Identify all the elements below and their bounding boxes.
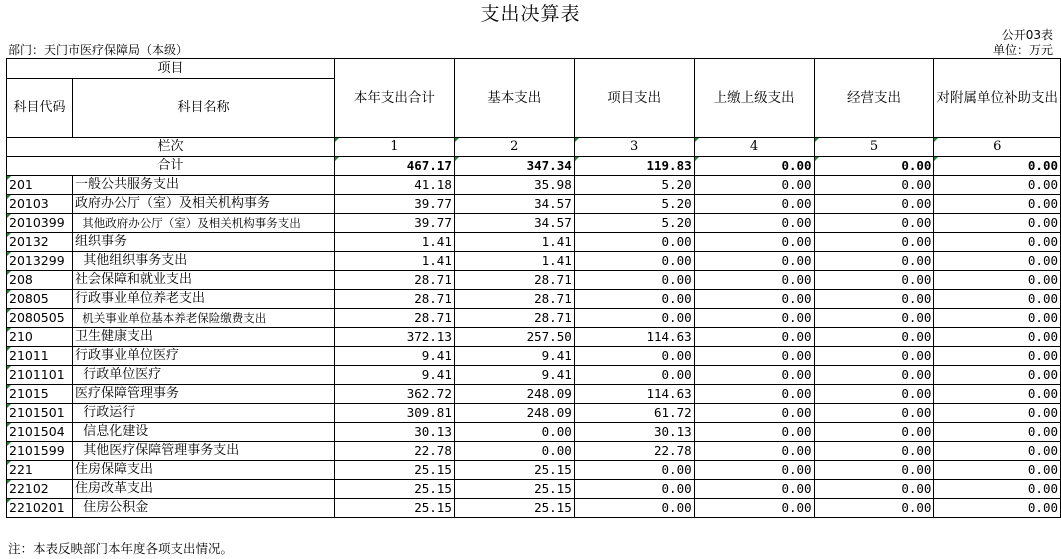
value-cell-col-1[interactable]: 1.41 [334,252,454,271]
value-cell-col-1[interactable]: 41.18 [334,176,454,195]
value-cell-col-3[interactable]: 0.00 [574,233,694,252]
value-cell-col-6[interactable]: 0.00 [934,423,1061,442]
value-cell-col-1[interactable]: 39.77 [334,214,454,233]
table-row [7,252,1061,271]
header-code[interactable]: 科目代码 [7,79,73,138]
subject-code-cell[interactable]: 2010399 [7,214,73,233]
value-cell-col-2[interactable]: 35.98 [454,176,574,195]
subject-code-cell[interactable]: 210 [7,328,73,347]
subject-name-cell[interactable]: 医疗保障管理事务 [72,385,334,404]
total-row [7,157,1061,176]
table-row [7,347,1061,366]
value-cell-col-4[interactable]: 0.00 [694,480,814,499]
value-cell-col-4[interactable]: 0.00 [694,423,814,442]
subject-name-cell[interactable]: 组织事务 [72,233,334,252]
subject-name-cell[interactable]: 信息化建设 [72,423,334,442]
subject-code-cell[interactable]: 2101101 [7,366,73,385]
table-row [7,309,1061,328]
value-cell-col-6[interactable]: 0.00 [934,347,1061,366]
column-index-1[interactable]: 1 [334,138,454,157]
value-cell-col-3[interactable]: 0.00 [574,366,694,385]
sheet-title: 支出决算表 [480,3,581,25]
value-cell-col-5[interactable]: 0.00 [814,176,934,195]
expenditure-table [6,58,1061,518]
value-cell-col-5[interactable]: 0.00 [814,423,934,442]
value-cell-col-4[interactable]: 0.00 [694,233,814,252]
subject-name-cell[interactable]: 社会保障和就业支出 [72,271,334,290]
table-row [7,442,1061,461]
value-cell-col-1[interactable]: 25.15 [334,499,454,518]
total-value-4[interactable]: 0.00 [694,157,814,176]
value-cell-col-6[interactable]: 0.00 [934,499,1061,518]
subject-code-cell[interactable]: 221 [7,461,73,480]
value-cell-col-3[interactable]: 5.20 [574,195,694,214]
value-cell-col-5[interactable]: 0.00 [814,214,934,233]
table-row [7,233,1061,252]
column-index-4[interactable]: 4 [694,138,814,157]
subject-code-cell[interactable]: 2101599 [7,442,73,461]
value-cell-col-4[interactable]: 0.00 [694,366,814,385]
subject-code-cell[interactable]: 208 [7,271,73,290]
value-cell-col-6[interactable]: 0.00 [934,309,1061,328]
value-cell-col-5[interactable]: 0.00 [814,271,934,290]
value-cell-col-2[interactable]: 28.71 [454,290,574,309]
header-col-2[interactable]: 基本支出 [454,59,574,138]
value-cell-col-3[interactable]: 114.63 [574,385,694,404]
value-cell-col-5[interactable]: 0.00 [814,366,934,385]
subject-name-cell[interactable]: 行政单位医疗 [72,366,334,385]
subject-name-cell[interactable]: 政府办公厅（室）及相关机构事务 [72,195,334,214]
value-cell-col-6[interactable]: 0.00 [934,480,1061,499]
value-cell-col-2[interactable]: 28.71 [454,309,574,328]
department-label: 部门：天门市医疗保障局（本级） [8,43,189,57]
value-cell-col-2[interactable]: 248.09 [454,385,574,404]
table-row [7,328,1061,347]
value-cell-col-4[interactable]: 0.00 [694,328,814,347]
value-cell-col-1[interactable]: 362.72 [334,385,454,404]
total-value-1[interactable]: 467.17 [334,157,454,176]
value-cell-col-5[interactable]: 0.00 [814,480,934,499]
value-cell-col-3[interactable]: 0.00 [574,461,694,480]
value-cell-col-5[interactable]: 0.00 [814,195,934,214]
value-cell-col-6[interactable]: 0.00 [934,233,1061,252]
value-cell-col-4[interactable]: 0.00 [694,195,814,214]
value-cell-col-2[interactable]: 0.00 [454,423,574,442]
table-row [7,366,1061,385]
value-cell-col-3[interactable]: 0.00 [574,290,694,309]
value-cell-col-6[interactable]: 0.00 [934,404,1061,423]
value-cell-col-6[interactable]: 0.00 [934,271,1061,290]
value-cell-col-1[interactable]: 28.71 [334,309,454,328]
header-row-item [7,59,1061,79]
unit-label: 单位：万元 [992,43,1053,57]
value-cell-col-5[interactable]: 0.00 [814,347,934,366]
subject-code-cell[interactable]: 2013299 [7,252,73,271]
value-cell-col-5[interactable]: 0.00 [814,328,934,347]
subject-code-cell[interactable]: 21015 [7,385,73,404]
subject-code-cell[interactable]: 2101501 [7,404,73,423]
value-cell-col-5[interactable]: 0.00 [814,461,934,480]
total-value-5[interactable]: 0.00 [814,157,934,176]
header-item[interactable]: 项目 [7,59,335,79]
value-cell-col-4[interactable]: 0.00 [694,404,814,423]
value-cell-col-3[interactable]: 0.00 [574,480,694,499]
column-index-row [7,138,1061,157]
value-cell-col-3[interactable]: 0.00 [574,271,694,290]
value-cell-col-3[interactable]: 0.00 [574,252,694,271]
column-row-label[interactable]: 栏次 [7,138,335,157]
total-value-6[interactable]: 0.00 [934,157,1061,176]
value-cell-col-4[interactable]: 0.00 [694,271,814,290]
value-cell-col-3[interactable]: 0.00 [574,499,694,518]
subject-code-cell[interactable]: 22102 [7,480,73,499]
value-cell-col-4[interactable]: 0.00 [694,290,814,309]
value-cell-col-6[interactable]: 0.00 [934,385,1061,404]
header-col-3[interactable]: 项目支出 [574,59,694,138]
subject-name-cell[interactable]: 行政运行 [72,404,334,423]
value-cell-col-4[interactable]: 0.00 [694,442,814,461]
value-cell-col-4[interactable]: 0.00 [694,309,814,328]
value-cell-col-4[interactable]: 0.00 [694,252,814,271]
value-cell-col-1[interactable]: 309.81 [334,404,454,423]
subject-name-cell[interactable]: 一般公共服务支出 [72,176,334,195]
subject-code-cell[interactable]: 2080505 [7,309,73,328]
value-cell-col-3[interactable]: 22.78 [574,442,694,461]
value-cell-col-2[interactable]: 28.71 [454,271,574,290]
value-cell-col-6[interactable]: 0.00 [934,366,1061,385]
value-cell-col-5[interactable]: 0.00 [814,233,934,252]
value-cell-col-5[interactable]: 0.00 [814,385,934,404]
table-row [7,176,1061,195]
subject-name-cell[interactable]: 住房改革支出 [72,480,334,499]
value-cell-col-2[interactable]: 1.41 [454,233,574,252]
value-cell-col-6[interactable]: 0.00 [934,328,1061,347]
subject-code-cell[interactable]: 201 [7,176,73,195]
value-cell-col-5[interactable]: 0.00 [814,252,934,271]
subject-name-cell[interactable]: 卫生健康支出 [72,328,334,347]
value-cell-col-1[interactable]: 372.13 [334,328,454,347]
subject-code-cell[interactable]: 2210201 [7,499,73,518]
column-index-6[interactable]: 6 [934,138,1061,157]
value-cell-col-2[interactable]: 257.50 [454,328,574,347]
value-cell-col-3[interactable]: 61.72 [574,404,694,423]
value-cell-col-5[interactable]: 0.00 [814,442,934,461]
value-cell-col-2[interactable]: 25.15 [454,461,574,480]
value-cell-col-4[interactable]: 0.00 [694,176,814,195]
value-cell-col-3[interactable]: 0.00 [574,347,694,366]
value-cell-col-1[interactable]: 28.71 [334,271,454,290]
value-cell-col-6[interactable]: 0.00 [934,252,1061,271]
value-cell-col-3[interactable]: 30.13 [574,423,694,442]
value-cell-col-5[interactable]: 0.00 [814,404,934,423]
total-value-3[interactable]: 119.83 [574,157,694,176]
column-index-3[interactable]: 3 [574,138,694,157]
value-cell-col-1[interactable]: 39.77 [334,195,454,214]
table-row [7,404,1061,423]
subject-code-cell[interactable]: 20103 [7,195,73,214]
value-cell-col-6[interactable]: 0.00 [934,290,1061,309]
value-cell-col-4[interactable]: 0.00 [694,385,814,404]
value-cell-col-5[interactable]: 0.00 [814,499,934,518]
value-cell-col-1[interactable]: 25.15 [334,461,454,480]
table-row [7,195,1061,214]
value-cell-col-2[interactable]: 248.09 [454,404,574,423]
header-col-4[interactable]: 上缴上级支出 [694,59,814,138]
total-label[interactable]: 合计 [7,157,335,176]
header-col-1[interactable]: 本年支出合计 [334,59,454,138]
value-cell-col-1[interactable]: 30.13 [334,423,454,442]
value-cell-col-2[interactable]: 34.57 [454,195,574,214]
value-cell-col-2[interactable]: 34.57 [454,214,574,233]
value-cell-col-2[interactable]: 9.41 [454,347,574,366]
value-cell-col-6[interactable]: 0.00 [934,176,1061,195]
column-index-2[interactable]: 2 [454,138,574,157]
table-row [7,385,1061,404]
value-cell-col-2[interactable]: 1.41 [454,252,574,271]
table-row [7,423,1061,442]
value-cell-col-4[interactable]: 0.00 [694,214,814,233]
value-cell-col-4[interactable]: 0.00 [694,347,814,366]
value-cell-col-4[interactable]: 0.00 [694,461,814,480]
value-cell-col-1[interactable]: 9.41 [334,347,454,366]
value-cell-col-3[interactable]: 5.20 [574,214,694,233]
table-row [7,499,1061,518]
value-cell-col-3[interactable]: 5.20 [574,176,694,195]
footnote: 注：本表反映部门本年度各项支出情况。 [8,541,234,556]
header-col-6[interactable]: 对附属单位补助支出 [934,59,1061,138]
column-index-5[interactable]: 5 [814,138,934,157]
value-cell-col-3[interactable]: 0.00 [574,309,694,328]
total-value-2[interactable]: 347.34 [454,157,574,176]
subject-code-cell[interactable]: 21011 [7,347,73,366]
header-col-5[interactable]: 经营支出 [814,59,934,138]
form-code: 公开03表 [1001,28,1053,42]
subject-name-cell[interactable]: 住房保障支出 [72,461,334,480]
subject-code-cell[interactable]: 2101504 [7,423,73,442]
value-cell-col-6[interactable]: 0.00 [934,461,1061,480]
subject-name-cell[interactable]: 行政事业单位养老支出 [72,290,334,309]
value-cell-col-1[interactable]: 22.78 [334,442,454,461]
table-row [7,214,1061,233]
value-cell-col-1[interactable]: 1.41 [334,233,454,252]
value-cell-col-1[interactable]: 9.41 [334,366,454,385]
value-cell-col-6[interactable]: 0.00 [934,442,1061,461]
table-row [7,480,1061,499]
subject-name-cell[interactable]: 其他组织事务支出 [72,252,334,271]
subject-name-cell[interactable]: 机关事业单位基本养老保险缴费支出 [72,309,334,328]
value-cell-col-6[interactable]: 0.00 [934,214,1061,233]
value-cell-col-6[interactable]: 0.00 [934,195,1061,214]
value-cell-col-4[interactable]: 0.00 [694,499,814,518]
value-cell-col-2[interactable]: 9.41 [454,366,574,385]
value-cell-col-3[interactable]: 114.63 [574,328,694,347]
subject-name-cell[interactable]: 其他医疗保障管理事务支出 [72,442,334,461]
subject-name-cell[interactable]: 其他政府办公厅（室）及相关机构事务支出 [72,214,334,233]
subject-name-cell[interactable]: 行政事业单位医疗 [72,347,334,366]
subject-code-cell[interactable]: 20132 [7,233,73,252]
header-name[interactable]: 科目名称 [72,79,334,138]
value-cell-col-5[interactable]: 0.00 [814,290,934,309]
value-cell-col-2[interactable]: 25.15 [454,499,574,518]
table-row [7,290,1061,309]
value-cell-col-1[interactable]: 25.15 [334,480,454,499]
value-cell-col-1[interactable]: 28.71 [334,290,454,309]
table-row [7,271,1061,290]
subject-name-cell[interactable]: 住房公积金 [72,499,334,518]
value-cell-col-2[interactable]: 0.00 [454,442,574,461]
table-row [7,461,1061,480]
subject-code-cell[interactable]: 20805 [7,290,73,309]
value-cell-col-2[interactable]: 25.15 [454,480,574,499]
value-cell-col-5[interactable]: 0.00 [814,309,934,328]
